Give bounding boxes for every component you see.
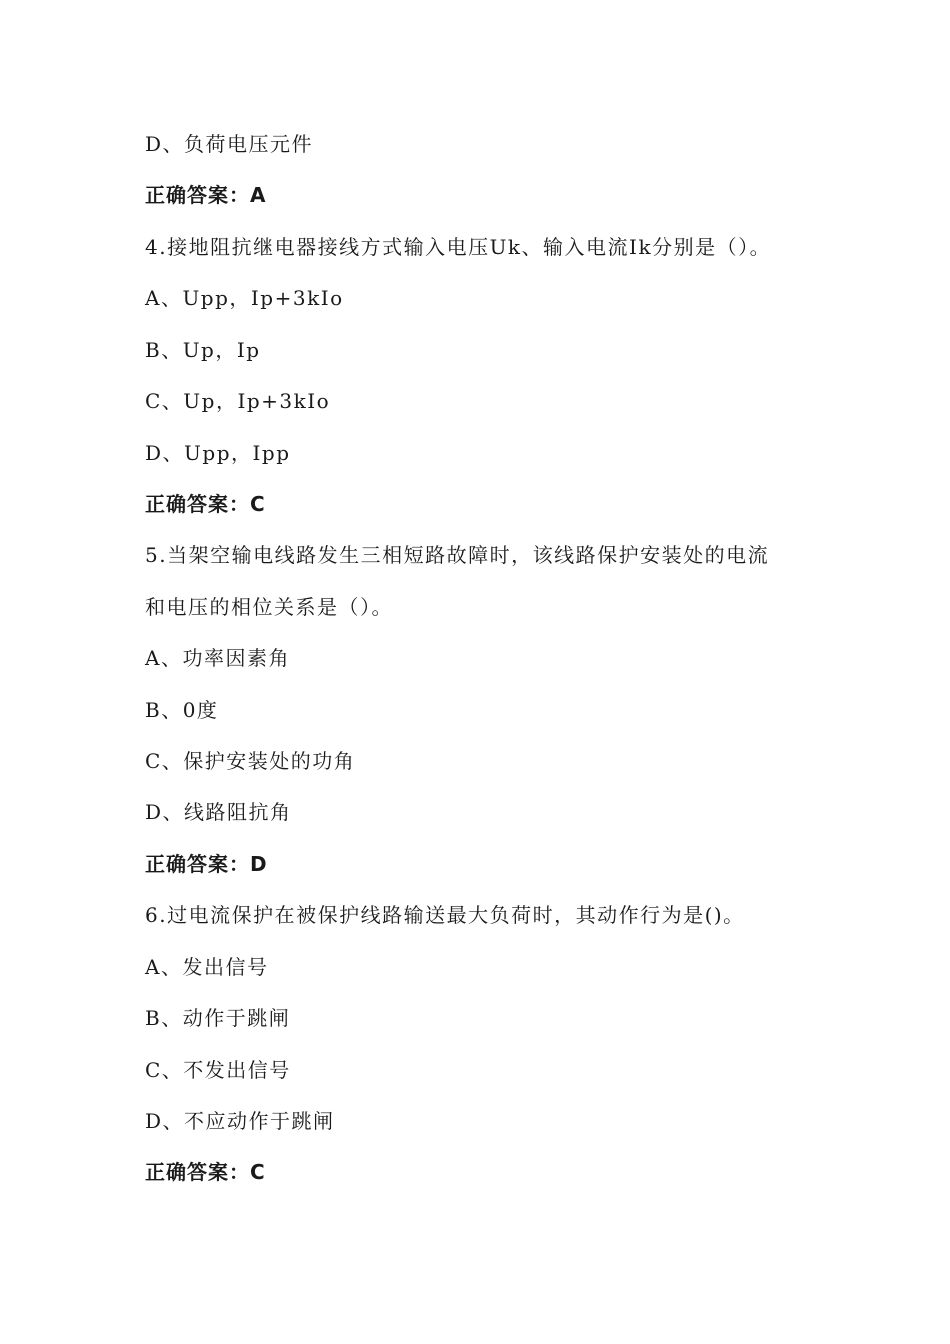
- question-6: 6.过电流保护在被保护线路输送最大负荷时，其动作行为是()。: [145, 903, 745, 927]
- option-c-q6: C、不发出信号: [145, 1058, 291, 1082]
- option-b-q6: B、动作于跳闸: [145, 1006, 291, 1030]
- answer-q5: 正确答案：D: [145, 852, 268, 876]
- option-d-q3: D、负荷电压元件: [145, 132, 314, 156]
- option-d-q6: D、不应动作于跳闸: [145, 1109, 335, 1133]
- question-5-line-1: 5.当架空输电线路发生三相短路故障时，该线路保护安装处的电流: [145, 543, 770, 567]
- option-a-q6: A、发出信号: [145, 955, 269, 979]
- option-c-q4: C、Up，Ip+3kIo: [145, 389, 331, 413]
- question-5-line-2: 和电压的相位关系是（）。: [145, 595, 393, 619]
- question-4: 4.接地阻抗继电器接线方式输入电压Uk、输入电流Ik分别是（）。: [145, 235, 772, 259]
- option-b-q4: B、Up，Ip: [145, 338, 261, 362]
- option-d-q5: D、线路阻抗角: [145, 800, 292, 824]
- answer-q3: 正确答案：A: [145, 183, 267, 207]
- answer-q4: 正确答案：C: [145, 492, 266, 516]
- option-a-q4: A、Upp，Ip+3kIo: [145, 286, 344, 310]
- option-c-q5: C、保护安装处的功角: [145, 749, 356, 773]
- answer-q6: 正确答案：C: [145, 1160, 266, 1184]
- option-d-q4: D、Upp，Ipp: [145, 441, 291, 465]
- option-a-q5: A、功率因素角: [145, 646, 290, 670]
- option-b-q5: B、0度: [145, 698, 219, 722]
